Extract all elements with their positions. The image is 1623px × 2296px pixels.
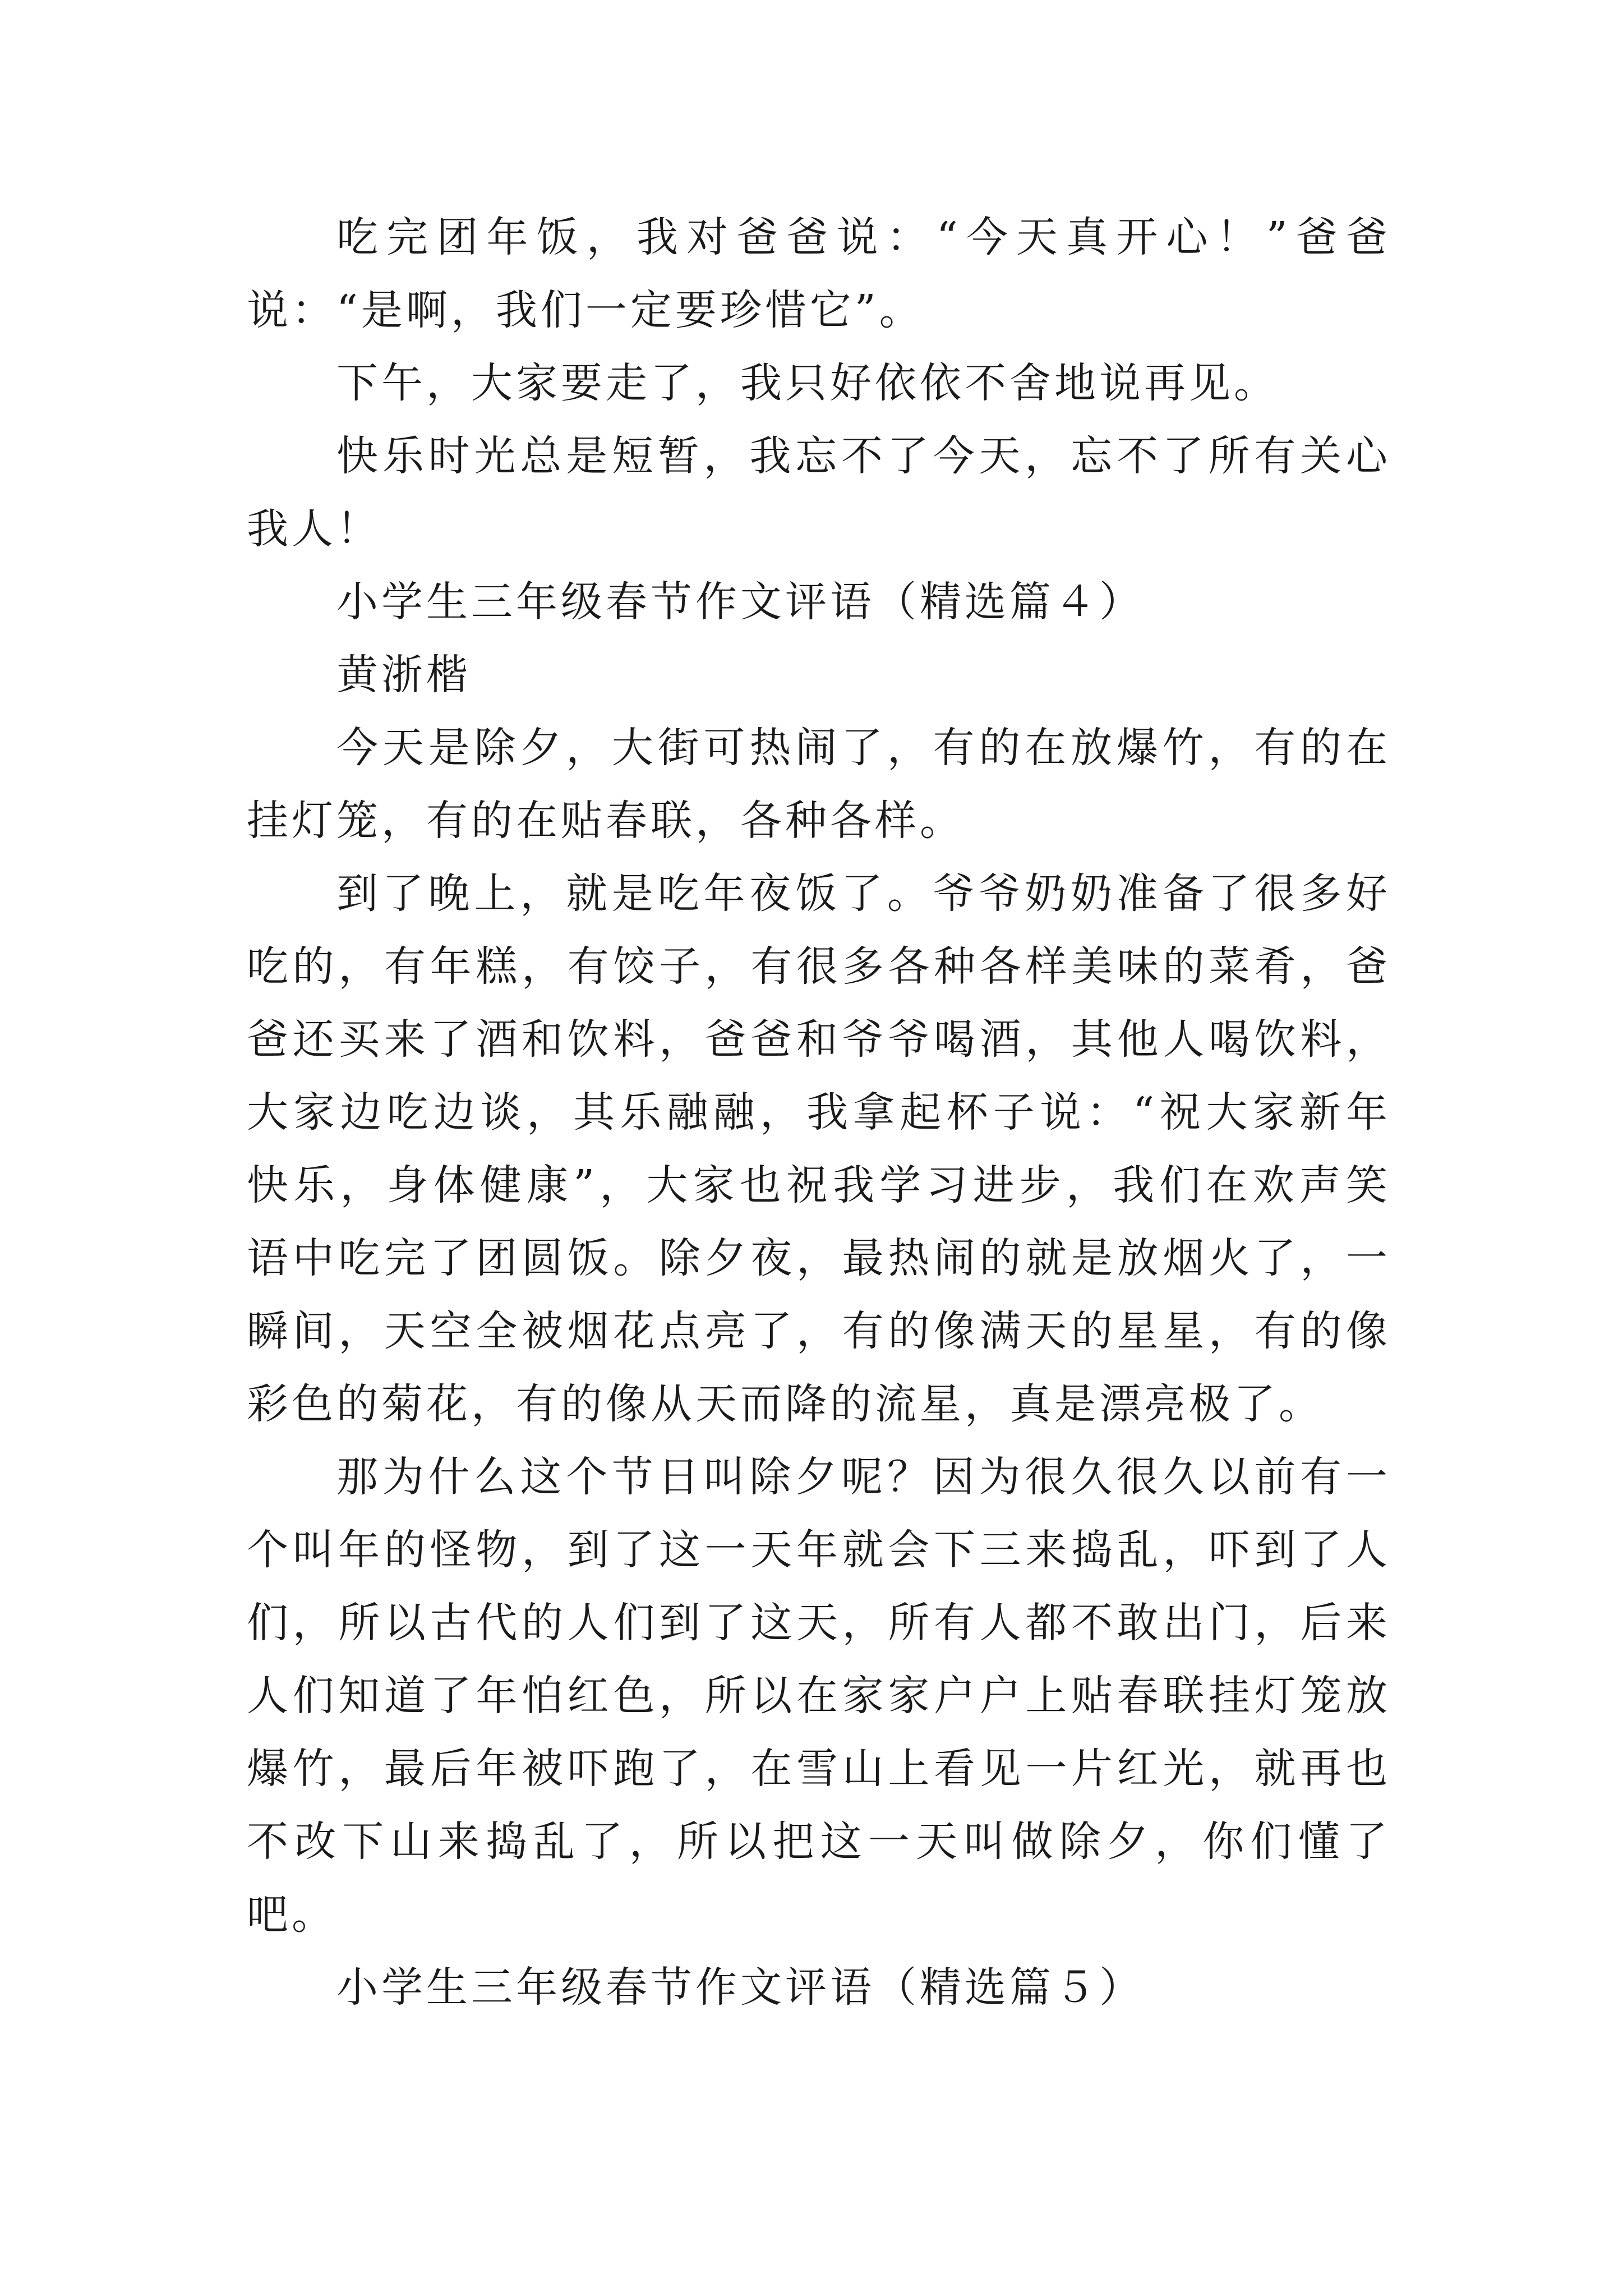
paragraph: 到了晚上，就是吃年夜饭了。爷爷奶奶准备了很多好吃的，有年糕，有饺子，有很多各种各样美味的菜肴，爸爸还买来了酒和饮料，爸爸和爷爷喝酒，其他人喝饮料，大家边吃边谈，其乐融融，我拿起杯子说：“祝大家新年快乐，身体健康”，大家也祝我学习进步，我们在欢声笑语中吃完了团圆饭。除夕夜，最热闹的就是放烟火了，一瞬间，天空全被烟花点亮了，有的像满天的星星，有的像彩色的菊花，有的像从天而降的流星，真是漂亮极了。 bbox=[247, 869, 1391, 1428]
paragraph: 吃完团年饭，我对爸爸说：“今天真开心！”爸爸说：“是啊，我们一定要珍惜它”。 bbox=[247, 213, 1391, 334]
paragraph: 今天是除夕，大街可热闹了，有的在放爆竹，有的在挂灯笼，有的在贴春联，各种各样。 bbox=[247, 724, 1391, 845]
paragraph: 那为什么这个节日叫除夕呢？因为很久很久以前有一个叫年的怪物，到了这一天年就会下三来捣乱，吓到了人们，所以古代的人们到了这天，所有人都不敢出门，后来人们知道了年怕红色，所以在家家户户上贴春联挂灯笼放爆竹，最后年被吓跑了，在雪山上看见一片红光，就再也不改下山来捣乱了，所以把这一天叫做除夕，你们懂了吧。 bbox=[247, 1453, 1391, 1939]
paragraph: 下午，大家要走了，我只好依依不舍地说再见。 bbox=[336, 359, 1279, 407]
paragraph: 快乐时光总是短暂，我忘不了今天，忘不了所有关心我人！ bbox=[247, 432, 1391, 553]
section-heading: 小学生三年级春节作文评语（精选篇４） bbox=[336, 578, 1144, 626]
section-heading: 小学生三年级春节作文评语（精选篇５） bbox=[336, 1963, 1144, 2012]
document-body bbox=[247, 201, 1391, 2024]
author-name: 黄浙楷 bbox=[336, 651, 471, 699]
